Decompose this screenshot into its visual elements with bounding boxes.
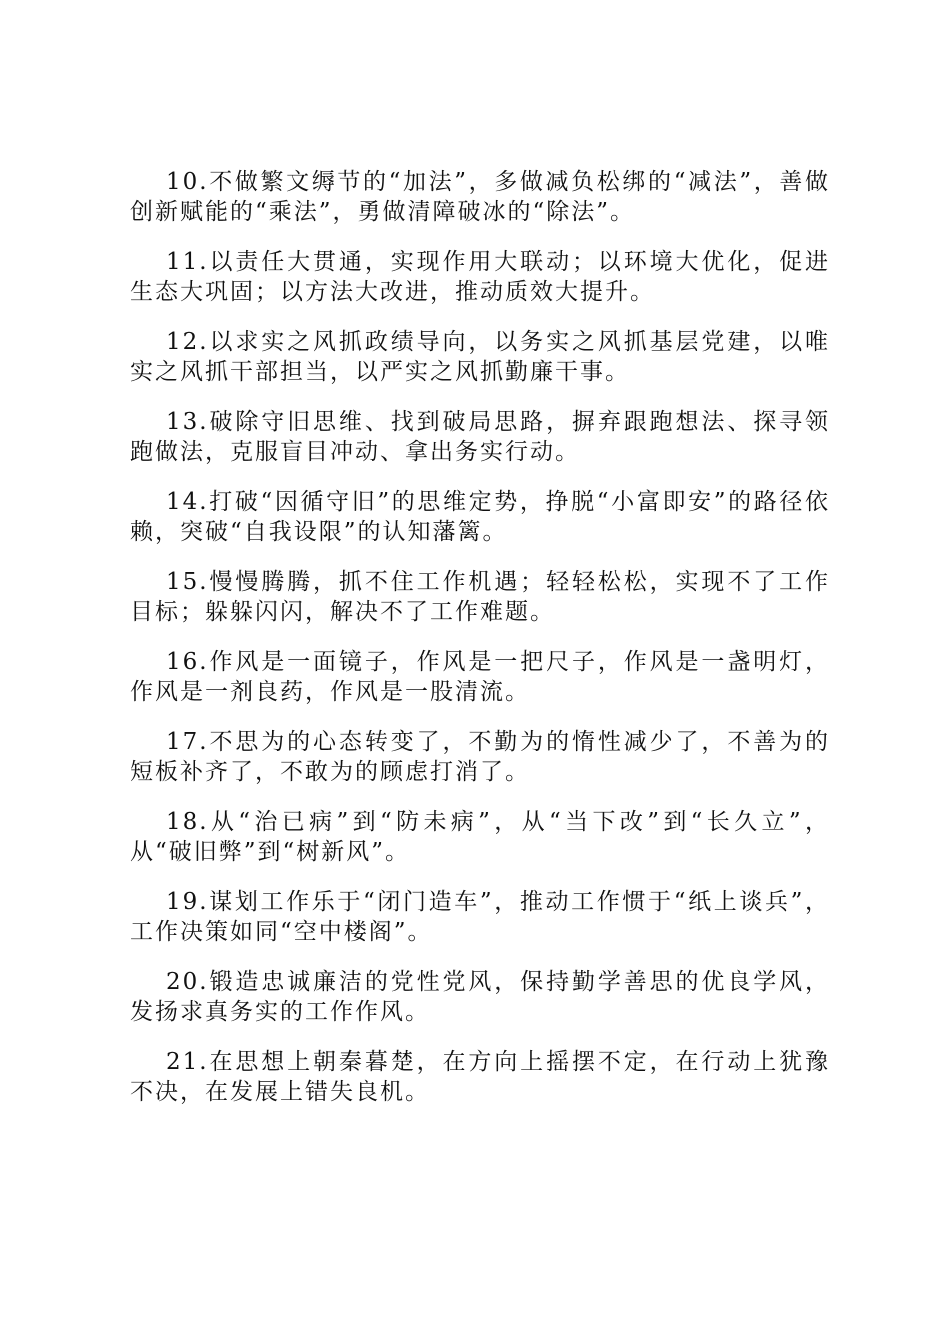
paragraph-14: 14.打破“因循守旧”的思维定势，挣脱“小富即安”的路径依赖，突破“自我设限”的认知藩篱。 (130, 489, 830, 545)
paragraph-11: 11.以责任大贯通，实现作用大联动；以环境大优化，促进生态大巩固；以方法大改进，推动质效大提升。 (130, 249, 830, 305)
paragraph-13: 13.破除守旧思维、找到破局思路，摒弃跟跑想法、探寻领跑做法，克服盲目冲动、拿出务实行动。 (130, 409, 830, 465)
paragraph-10: 10.不做繁文缛节的“加法”，多做减负松绑的“减法”，善做创新赋能的“乘法”，勇做清障破冰的“除法”。 (130, 169, 830, 225)
paragraph-18: 18.从“治已病”到“防未病”，从“当下改”到“长久立”，从“破旧弊”到“树新风”。 (130, 809, 830, 865)
paragraph-16: 16.作风是一面镜子，作风是一把尺子，作风是一盏明灯，作风是一剂良药，作风是一股清流。 (130, 649, 830, 705)
paragraph-21: 21.在思想上朝秦暮楚，在方向上摇摆不定，在行动上犹豫不决，在发展上错失良机。 (130, 1049, 830, 1105)
paragraph-17: 17.不思为的心态转变了，不勤为的惰性减少了，不善为的短板补齐了，不敢为的顾虑打消了。 (130, 729, 830, 785)
paragraph-20: 20.锻造忠诚廉洁的党性党风，保持勤学善思的优良学风，发扬求真务实的工作作风。 (130, 969, 830, 1025)
paragraph-12: 12.以求实之风抓政绩导向，以务实之风抓基层党建，以唯实之风抓干部担当，以严实之风抓勤廉干事。 (130, 329, 830, 385)
document-page (130, 167, 830, 1127)
paragraph-19: 19.谋划工作乐于“闭门造车”，推动工作惯于“纸上谈兵”，工作决策如同“空中楼阁”。 (130, 889, 830, 945)
paragraph-15: 15.慢慢腾腾，抓不住工作机遇；轻轻松松，实现不了工作目标；躲躲闪闪，解决不了工作难题。 (130, 569, 830, 625)
